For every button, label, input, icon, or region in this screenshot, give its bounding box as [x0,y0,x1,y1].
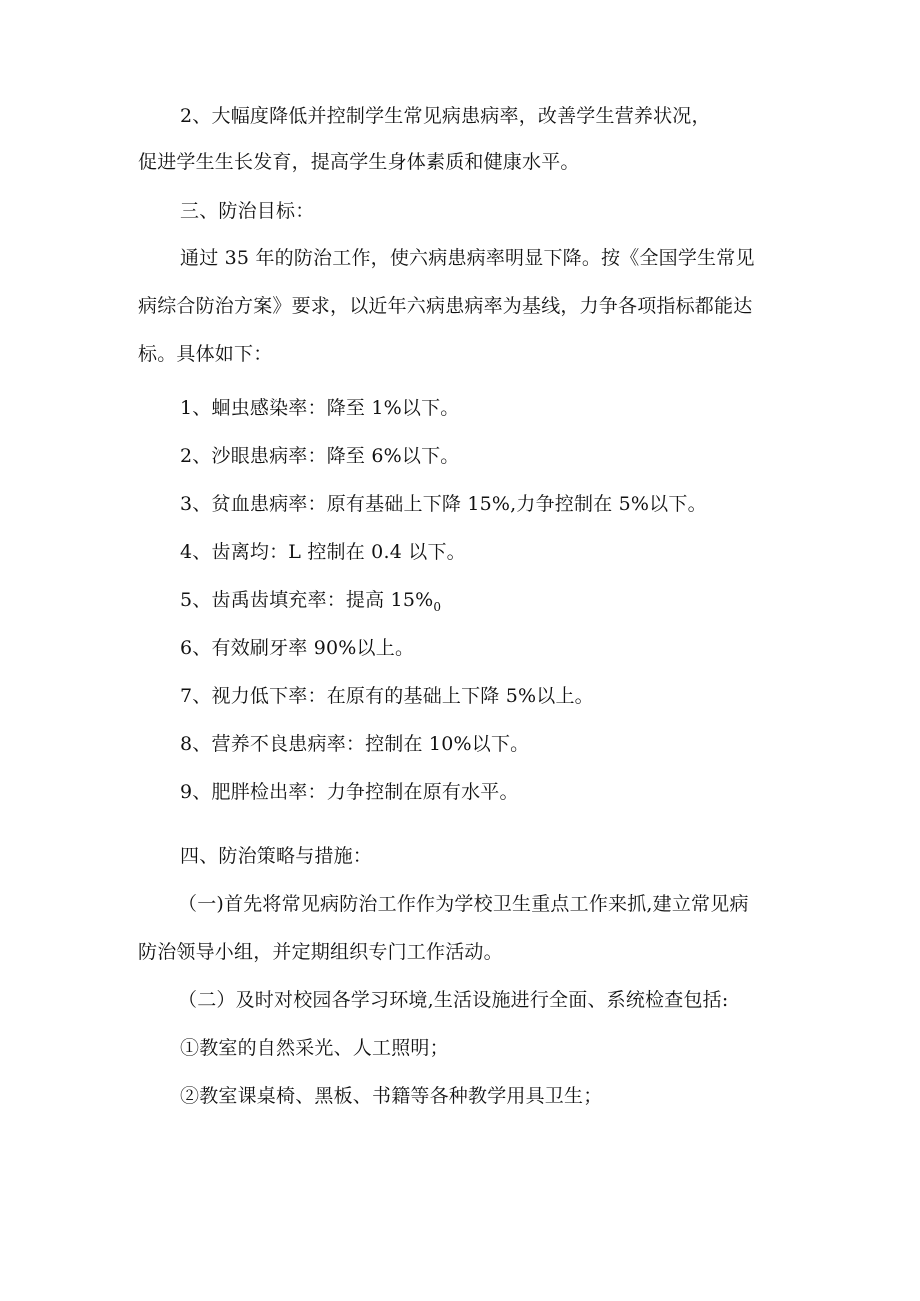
target-item-8: 8、营养不良患病率：控制在 10%以下。 [180,733,530,755]
check-item-1: ①教室的自然采光、人工照明； [180,1037,449,1059]
measure-1-line-2: 防治领导小组，并定期组织专门工作活动。 [138,941,503,963]
goal-paragraph-line-3: 标。具体如下： [138,343,273,365]
goal-paragraph-line-1: 通过 35 年的防治工作，使六病患病率明显下降。按《全国学生常见 [180,247,755,269]
goal-item-2-line-2: 促进学生生长发育，提高学生身体素质和健康水平。 [138,151,580,173]
target-item-5 [180,587,441,620]
section-heading-4: 四、防治策略与措施： [180,845,373,867]
measure-1-line-1: （一)首先将常见病防治工作作为学校卫生重点工作来抓,建立常见病 [178,893,749,915]
target-item-5-text: 5、齿禹齿填充率：提高 15% [180,589,434,611]
target-item-7: 7、视力低下率：在原有的基础上下降 5%以上。 [180,685,594,707]
section-heading-3: 三、防治目标： [180,200,315,222]
target-item-9: 9、肥胖检出率：力争控制在原有水平。 [180,781,519,803]
target-item-3: 3、贫血患病率：原有基础上下降 15%,力争控制在 5%以下。 [180,493,707,515]
target-item-2: 2、沙眼患病率：降至 6%以下。 [180,445,460,467]
target-item-5-subscript: 0 [433,600,442,614]
goal-paragraph-line-2: 病综合防治方案》要求，以近年六病患病率为基线，力争各项指标都能达 [138,295,753,317]
check-item-2: ②教室课桌椅、黑板、书籍等各种教学用具卫生； [180,1085,603,1107]
target-item-1: 1、蛔虫感染率：降至 1%以下。 [180,397,460,419]
goal-item-2-line-1: 2、大幅度降低并控制学生常见病患病率，改善学生营养状况， [180,105,711,127]
target-item-4: 4、齿离均：L 控制在 0.4 以下。 [180,541,466,563]
target-item-6: 6、有效刷牙率 90%以上。 [180,637,415,659]
measure-2-line-1: （二）及时对校园各学习环境,生活设施进行全面、系统检查包括: [178,989,729,1011]
